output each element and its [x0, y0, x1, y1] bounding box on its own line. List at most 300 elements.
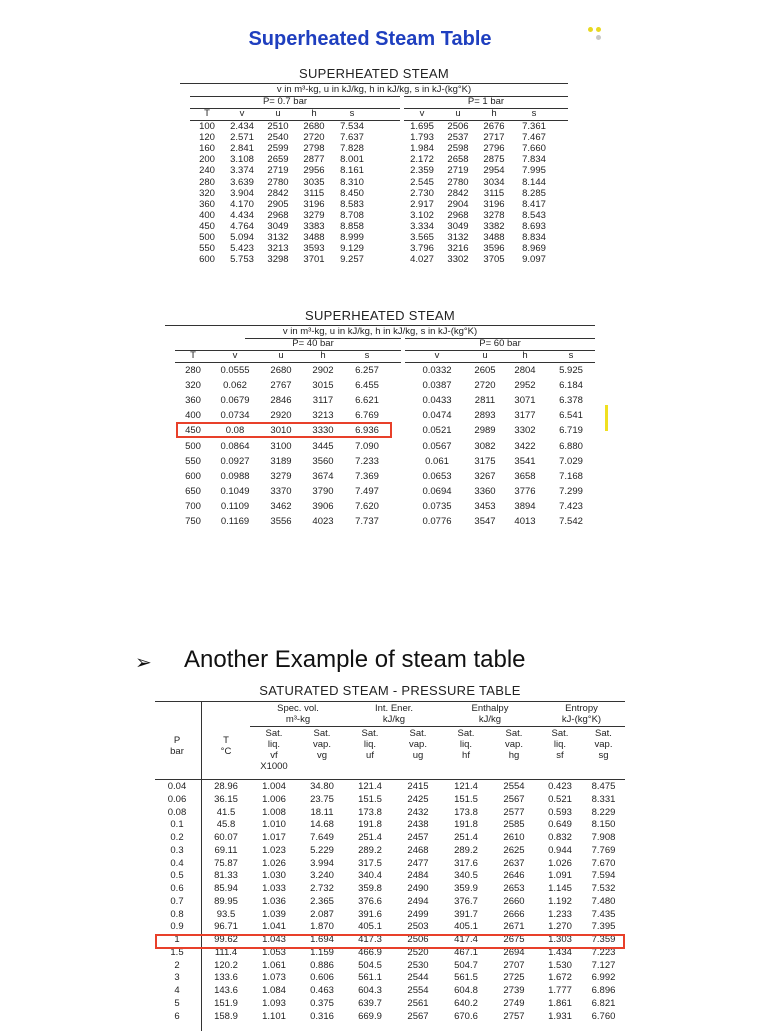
- table-cell: 0.944: [548, 844, 572, 856]
- table-cell: 3213: [267, 243, 289, 255]
- table-cell: 1.192: [548, 895, 572, 907]
- table-cell: 191.8: [454, 819, 478, 831]
- table-cell: 3.639: [230, 176, 254, 188]
- table-cell: 0.9: [170, 921, 184, 933]
- table-cell: 99.62: [214, 934, 238, 945]
- table-cell: 2694: [503, 946, 525, 958]
- table-row: [180, 232, 568, 243]
- table-row: [180, 254, 568, 265]
- table-cell: 2720: [303, 132, 325, 144]
- table-row: [155, 921, 625, 932]
- table-cell: 8.331: [591, 793, 616, 805]
- highlight-box: [155, 934, 625, 949]
- table-cell: 3593: [303, 243, 325, 255]
- table-row: [155, 883, 625, 894]
- table-cell: 359.9: [454, 883, 478, 894]
- table-cell: 1.793: [410, 132, 434, 144]
- table-cell: 0.0567: [422, 440, 452, 452]
- table-cell: 317.5: [358, 857, 382, 869]
- table-cell: 2989: [474, 425, 496, 437]
- table-cell: 7.637: [340, 132, 364, 144]
- table-cell: 2468: [407, 844, 429, 856]
- table-cell: 151.9: [214, 997, 238, 1009]
- table-row: [180, 143, 568, 154]
- table-cell: 1.026: [548, 857, 572, 869]
- table-cell: 151.5: [358, 793, 382, 805]
- pressure-label-left: P= 0.7 bar: [262, 96, 308, 107]
- table-cell: 400: [185, 410, 201, 422]
- section-heading: Another Example of steam table: [184, 646, 526, 673]
- table-cell: 360: [199, 198, 215, 210]
- table-cell: 2956: [303, 165, 325, 177]
- table-cell: 3.240: [310, 870, 334, 882]
- table-cell: 3189: [270, 455, 292, 467]
- table-cell: 1.861: [548, 997, 572, 1009]
- table-cell: 100: [199, 121, 215, 132]
- column-header: s: [349, 108, 355, 119]
- table-cell: 1.053: [262, 946, 286, 958]
- yellow-marker: [605, 405, 608, 431]
- table-cell: 96.71: [214, 921, 238, 933]
- table-cell: 2904: [447, 198, 469, 210]
- table-cell: 7.369: [355, 470, 379, 482]
- group-title: Entropy: [565, 703, 598, 714]
- table-cell: 600: [185, 470, 201, 482]
- table-cell: 2484: [407, 870, 429, 882]
- table-cell: 81.33: [214, 870, 238, 882]
- table-cell: 7.542: [559, 516, 583, 527]
- table-row: [180, 221, 568, 232]
- table-cell: 0.1169: [220, 516, 250, 527]
- table-cell: 0.593: [548, 806, 572, 818]
- table-cell: 8.693: [522, 220, 546, 232]
- table-cell: 2.841: [230, 143, 254, 155]
- column-header: °C: [220, 746, 232, 757]
- table-cell: 6.821: [591, 997, 616, 1009]
- table-cell: 2.087: [310, 908, 334, 920]
- table-cell: 3906: [312, 500, 334, 512]
- table-cell: 1.931: [548, 1010, 572, 1022]
- table-cell: 0.0864: [220, 440, 250, 452]
- table-cell: 2846: [270, 395, 292, 407]
- table-units: v in m³-kg, u in kJ/kg, h in kJ/kg, s in kJ-(kg°K): [282, 326, 478, 337]
- table-row: [155, 845, 625, 856]
- table-cell: 8.310: [340, 176, 364, 188]
- table-cell: 3330: [312, 425, 334, 437]
- table-cell: 1.145: [548, 883, 572, 894]
- table-cell: 0.0988: [220, 470, 250, 482]
- table-cell: 0.061: [425, 455, 449, 467]
- table-cell: 0.0776: [422, 516, 452, 527]
- table-cell: 340.4: [358, 870, 382, 882]
- table-cell: 2: [174, 959, 180, 971]
- table-cell: 2811: [474, 395, 496, 407]
- table-cell: 5.094: [230, 232, 254, 243]
- table-cell: 0.0332: [422, 365, 452, 376]
- table-cell: 7.480: [591, 895, 616, 907]
- table-cell: 3302: [447, 254, 469, 266]
- column-header: u: [482, 350, 488, 361]
- table-cell: 600: [199, 254, 215, 266]
- table-cell: 1.434: [548, 946, 572, 958]
- table-cell: 7.532: [591, 883, 616, 894]
- table-cell: 6.896: [591, 985, 616, 996]
- table-cell: 1.004: [262, 781, 286, 792]
- table-cell: 8.543: [522, 209, 546, 221]
- table-cell: 34.80: [310, 781, 334, 792]
- table-cell: 2796: [483, 143, 505, 155]
- column-header: Sat.: [265, 728, 283, 739]
- page-title: Superheated Steam Table: [248, 28, 492, 50]
- table-cell: 2506: [407, 934, 429, 945]
- table-cell: 3.374: [230, 165, 254, 177]
- column-header: s: [364, 350, 370, 361]
- highlight-box: [176, 422, 392, 438]
- column-header: liq.: [459, 739, 473, 750]
- column-header: Sat.: [361, 728, 379, 739]
- pressure-label-right: P= 1 bar: [467, 96, 505, 107]
- column-header: liq.: [553, 739, 567, 750]
- table-cell: 4.027: [410, 254, 434, 266]
- table-cell: 2659: [267, 154, 289, 166]
- table-cell: 1.030: [262, 870, 286, 882]
- column-header: Sat.: [409, 728, 427, 739]
- table-cell: 0.1: [170, 819, 184, 831]
- table-cell: 200: [199, 154, 215, 166]
- table-cell: 8.475: [591, 781, 616, 792]
- table-cell: 3082: [474, 440, 496, 452]
- table-cell: 7.995: [522, 165, 546, 177]
- table-cell: 85.94: [214, 883, 238, 894]
- table-cell: 6.621: [355, 395, 379, 407]
- superheated-table-2: [165, 308, 595, 527]
- table-cell: 3422: [514, 440, 536, 452]
- table-cell: 417.3: [358, 934, 382, 945]
- table-cell: 2.730: [410, 187, 434, 199]
- table-cell: 3.904: [230, 187, 254, 199]
- column-header: T: [204, 108, 210, 119]
- table-cell: 23.75: [310, 793, 334, 805]
- table-cell: 3035: [303, 176, 325, 188]
- dot-icon: [596, 27, 601, 32]
- column-header: v: [434, 350, 440, 361]
- table-row: [180, 154, 568, 165]
- column-header: bar: [170, 746, 184, 757]
- table-cell: 6.769: [355, 410, 379, 422]
- table-row: [155, 819, 625, 830]
- table-cell: 0.06: [167, 793, 187, 805]
- table-cell: 6.880: [559, 440, 583, 452]
- table-cell: 405.1: [358, 921, 382, 933]
- table-cell: 2585: [503, 819, 525, 831]
- table-cell: 3701: [303, 254, 325, 266]
- table-cell: 0.0555: [220, 365, 250, 376]
- table-cell: 2625: [503, 844, 525, 856]
- pressure-label-left: P= 40 bar: [292, 338, 334, 349]
- table-cell: 450: [199, 220, 215, 232]
- table-cell: 3556: [270, 516, 292, 527]
- table-cell: 3674: [312, 470, 334, 482]
- table-cell: 3894: [514, 500, 536, 512]
- table-row: [165, 439, 595, 454]
- column-header: u: [275, 108, 281, 119]
- table-cell: 2499: [407, 908, 429, 920]
- table-row: [155, 896, 625, 907]
- table-cell: 0.463: [310, 985, 334, 996]
- table-row: [155, 972, 625, 983]
- table-cell: 2660: [503, 895, 525, 907]
- table-cell: 2.732: [310, 883, 334, 894]
- table-cell: 0.0927: [220, 455, 250, 467]
- table-cell: 0.08: [167, 806, 187, 818]
- table-row: [155, 1011, 625, 1022]
- table-cell: 2680: [303, 121, 325, 132]
- table-cell: 669.9: [358, 1010, 382, 1022]
- table-cell: 3547: [474, 516, 496, 527]
- table-cell: 7.834: [522, 154, 546, 166]
- table-cell: 3015: [312, 380, 334, 392]
- table-cell: 7.029: [559, 455, 583, 467]
- table-cell: 1.017: [262, 832, 286, 843]
- table-cell: 2749: [503, 997, 525, 1009]
- table-cell: 7.660: [522, 143, 546, 155]
- decorative-dots: [588, 27, 604, 47]
- table-cell: 3776: [514, 485, 536, 497]
- table-row: [165, 378, 595, 393]
- dot-icon: [588, 27, 593, 32]
- table-cell: 7.359: [591, 934, 616, 945]
- table-cell: 1.091: [548, 870, 572, 882]
- table-cell: 3298: [267, 254, 289, 266]
- table-cell: 3100: [270, 440, 292, 452]
- table-cell: 391.6: [358, 908, 382, 920]
- table-caption: SUPERHEATED STEAM: [304, 308, 456, 323]
- column-header: Sat.: [551, 728, 569, 739]
- table-cell: 1.233: [548, 908, 572, 920]
- table-row: [155, 858, 625, 869]
- table-cell: 2653: [503, 883, 525, 894]
- table-cell: 7.223: [591, 946, 616, 958]
- table-cell: 376.6: [358, 895, 382, 907]
- table-cell: 1.073: [262, 972, 286, 984]
- table-cell: 0.832: [548, 832, 572, 843]
- table-cell: 417.4: [454, 934, 478, 945]
- table-row: [165, 454, 595, 469]
- column-header: h: [320, 350, 326, 361]
- table-cell: 2598: [447, 143, 469, 155]
- table-cell: 2530: [407, 959, 429, 971]
- table-cell: 359.8: [358, 883, 382, 894]
- table-cell: 121.4: [454, 781, 478, 792]
- table-cell: 14.68: [310, 819, 334, 831]
- table-cell: 93.5: [216, 908, 236, 920]
- table-cell: 6.936: [355, 425, 379, 437]
- table-cell: 3010: [270, 425, 292, 437]
- table-cell: 2952: [514, 380, 536, 392]
- table-cell: 3383: [303, 220, 325, 232]
- table-cell: 0.423: [548, 781, 572, 792]
- table-cell: 0.0694: [422, 485, 452, 497]
- table-cell: 2567: [503, 793, 525, 805]
- table-cell: 2503: [407, 921, 429, 933]
- table-cell: 1.270: [548, 921, 572, 933]
- column-header: vg: [316, 750, 328, 761]
- table-cell: 7.620: [355, 500, 379, 512]
- table-cell: 7.395: [591, 921, 616, 933]
- table-cell: 9.129: [340, 243, 364, 255]
- table-cell: 604.3: [358, 985, 382, 996]
- table-cell: 6.992: [591, 972, 616, 984]
- table-cell: 4.170: [230, 198, 254, 210]
- table-row: [155, 807, 625, 818]
- table-cell: 8.144: [522, 176, 546, 188]
- table-cell: 0.0387: [422, 380, 452, 392]
- table-cell: 8.834: [522, 232, 546, 243]
- table-cell: 0.0679: [220, 395, 250, 407]
- table-cell: 7.361: [522, 121, 546, 132]
- table-cell: 3462: [270, 500, 292, 512]
- table-cell: 280: [185, 365, 201, 376]
- table-cell: 3115: [303, 187, 325, 199]
- table-cell: 8.161: [340, 165, 364, 177]
- table-cell: 376.7: [454, 895, 478, 907]
- table-cell: 1.093: [262, 997, 286, 1009]
- table-cell: 160: [199, 143, 215, 155]
- table-cell: 2757: [503, 1010, 525, 1022]
- table-cell: 504.5: [358, 959, 382, 971]
- table-cell: 1.694: [310, 934, 334, 945]
- table-cell: 3177: [514, 410, 536, 422]
- table-cell: 8.999: [340, 232, 364, 243]
- table-cell: 1.084: [262, 985, 286, 996]
- table-cell: 0.6: [170, 883, 184, 894]
- table-cell: 700: [185, 500, 201, 512]
- table-cell: 561.1: [358, 972, 382, 984]
- table-cell: 1.777: [548, 985, 572, 996]
- table-cell: 3049: [447, 220, 469, 232]
- table-cell: 3278: [483, 209, 505, 221]
- pressure-label-right: P= 60 bar: [479, 338, 521, 349]
- table-cell: 2671: [503, 921, 525, 933]
- table-cell: 2780: [447, 176, 469, 188]
- table-caption: SATURATED STEAM - PRESSURE TABLE: [259, 683, 521, 698]
- table-cell: 0.062: [223, 380, 247, 392]
- table-cell: 3213: [312, 410, 334, 422]
- table-cell: 6.257: [355, 365, 379, 376]
- table-cell: 3.108: [230, 154, 254, 166]
- column-header: u: [455, 108, 461, 119]
- column-header: u: [278, 350, 284, 361]
- table-cell: 3445: [312, 440, 334, 452]
- table-cell: 2.571: [230, 132, 254, 144]
- table-cell: 2780: [267, 176, 289, 188]
- table-cell: 2554: [407, 985, 429, 996]
- table-cell: 550: [185, 455, 201, 467]
- column-header: X1000: [260, 761, 288, 772]
- table-cell: 0.886: [310, 959, 334, 971]
- table-cell: 1.010: [262, 819, 286, 831]
- table-cell: 3071: [514, 395, 536, 407]
- table-cell: 2875: [483, 154, 505, 166]
- table-cell: 0.0474: [422, 410, 452, 422]
- table-cell: 0.3: [170, 844, 184, 856]
- table-cell: 3.334: [410, 220, 434, 232]
- table-cell: 7.168: [559, 470, 583, 482]
- group-unit: m³-kg: [285, 714, 311, 725]
- table-cell: 289.2: [454, 844, 478, 856]
- table-cell: 2719: [447, 165, 469, 177]
- table-cell: 7.649: [310, 832, 334, 843]
- table-cell: 6.455: [355, 380, 379, 392]
- column-header: vap.: [505, 739, 523, 750]
- table-cell: 3541: [514, 455, 536, 467]
- table-cell: 2494: [407, 895, 429, 907]
- table-cell: 360: [185, 395, 201, 407]
- table-caption: SUPERHEATED STEAM: [298, 66, 450, 81]
- column-header: Sat.: [457, 728, 475, 739]
- table-cell: 8.450: [340, 187, 364, 199]
- column-header: h: [522, 350, 528, 361]
- table-cell: 1.023: [262, 844, 286, 856]
- table-cell: 2725: [503, 972, 525, 984]
- table-row: [165, 469, 595, 484]
- table-cell: 0.0433: [422, 395, 452, 407]
- table-cell: 3196: [483, 198, 505, 210]
- column-header: Sat.: [595, 728, 612, 739]
- table-cell: 340.5: [454, 870, 478, 882]
- table-cell: 8.858: [340, 220, 364, 232]
- table-cell: 0.375: [310, 997, 334, 1009]
- table-cell: 111.4: [214, 946, 238, 958]
- table-cell: 69.11: [214, 844, 238, 856]
- table-cell: 6.760: [591, 1010, 616, 1022]
- table-cell: 1.672: [548, 972, 572, 984]
- table-cell: 550: [199, 243, 215, 255]
- column-header: vf: [270, 750, 278, 761]
- table-cell: 7.090: [355, 440, 379, 452]
- table-cell: 0.04: [167, 781, 187, 792]
- table-cell: 3034: [483, 176, 505, 188]
- table-cell: 670.6: [454, 1010, 478, 1022]
- table-cell: 2605: [474, 365, 496, 376]
- table-row: [165, 499, 595, 514]
- table-cell: 1.041: [262, 921, 286, 933]
- table-cell: 0.316: [310, 1010, 334, 1022]
- table-cell: 60.07: [214, 832, 238, 843]
- table-cell: 3790: [312, 485, 334, 497]
- table-cell: 240: [199, 165, 215, 177]
- group-title: Int. Ener.: [374, 703, 414, 714]
- table-cell: 8.417: [522, 198, 546, 210]
- table-cell: 3382: [483, 220, 505, 232]
- table-cell: 3488: [483, 232, 505, 243]
- table-cell: 0.1109: [220, 500, 250, 512]
- table-cell: 1.303: [548, 934, 572, 945]
- table-cell: 640.2: [454, 997, 478, 1009]
- table-cell: 121.4: [358, 781, 382, 792]
- table-cell: 2567: [407, 1010, 429, 1022]
- table-cell: 2646: [503, 870, 525, 882]
- column-header: liq.: [363, 739, 377, 750]
- table-cell: 1.101: [262, 1010, 286, 1022]
- table-cell: 2954: [483, 165, 505, 177]
- table-cell: 120: [199, 132, 215, 144]
- column-header: hf: [462, 750, 470, 761]
- group-unit: kJ/kg: [382, 714, 406, 725]
- column-header: v: [232, 350, 238, 361]
- table-cell: 2798: [303, 143, 325, 155]
- table-cell: 173.8: [454, 806, 478, 818]
